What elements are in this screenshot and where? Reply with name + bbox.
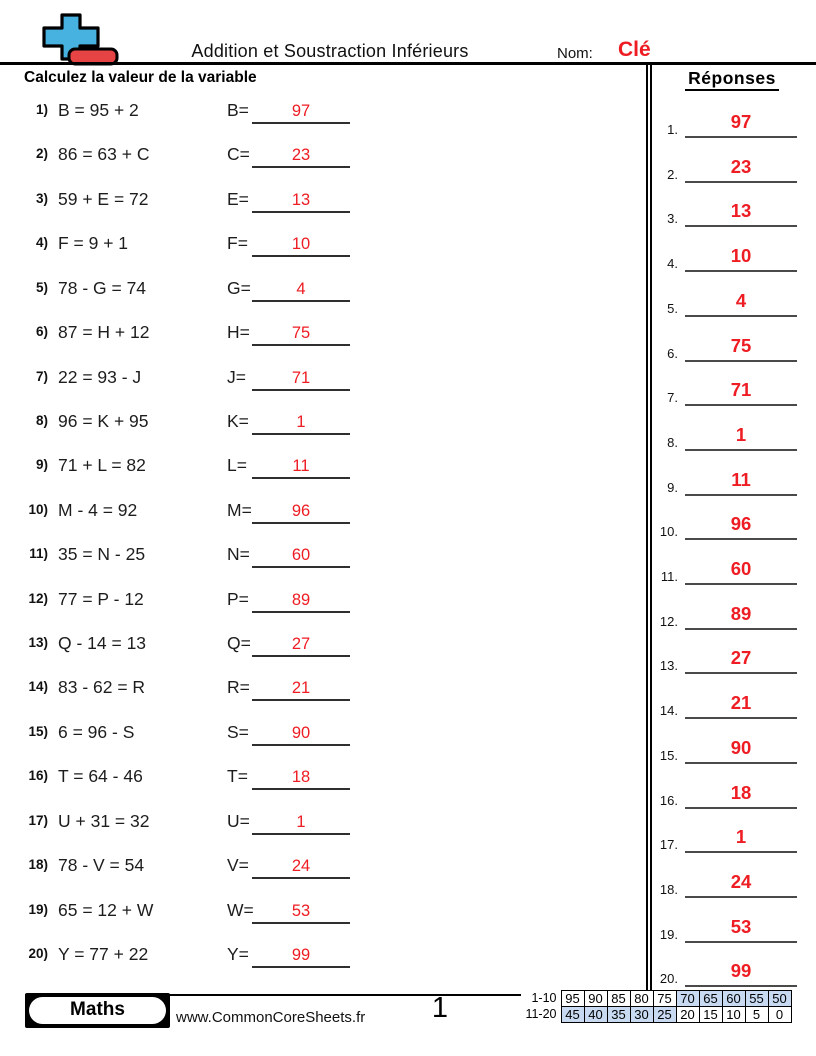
answer-number: 3. — [667, 211, 678, 227]
problem-number: 7) — [35, 368, 48, 384]
answer-blank — [685, 104, 797, 138]
answer-row — [648, 506, 816, 540]
answer-row — [648, 462, 816, 496]
problem-row — [0, 721, 648, 749]
answer-blank — [685, 149, 797, 183]
answer-value: 1 — [735, 423, 747, 445]
score-grid-cell: 60 — [722, 991, 745, 1007]
answer-value: 53 — [730, 915, 752, 937]
problem-row — [0, 99, 648, 127]
answer-number: 1. — [667, 122, 678, 137]
problem-number: 14) — [28, 679, 48, 695]
problem-row — [0, 943, 648, 971]
score-grid-cell: 80 — [630, 991, 653, 1007]
answer-number: 11. — [660, 569, 678, 584]
answer-blank: 96 — [252, 496, 350, 524]
answer-blank: 90 — [252, 718, 350, 746]
answer-blank: 21 — [252, 673, 350, 701]
answer-row — [648, 283, 816, 317]
answer-row — [648, 596, 816, 630]
answer-row — [648, 104, 816, 138]
answer-value: 24 — [730, 870, 752, 892]
answer-label: H= — [227, 322, 250, 343]
score-grid-cell: 95 — [561, 991, 584, 1007]
answer-number: 18. — [659, 881, 678, 897]
problem-row — [0, 854, 648, 882]
answer-label: U= — [227, 810, 250, 831]
answer-number: 2. — [667, 166, 678, 182]
answer-blank — [685, 640, 797, 674]
answer-blank — [685, 417, 797, 451]
answer-row — [648, 372, 816, 406]
answer-label: C= — [227, 144, 250, 165]
answer-value: 10 — [730, 245, 752, 267]
score-grid-cell: 65 — [699, 991, 722, 1007]
answer-blank — [685, 864, 797, 898]
page-number: 1 — [431, 992, 449, 1024]
answer-number: 7. — [667, 390, 678, 406]
answer-blank: 13 — [252, 185, 350, 213]
answer-value: 75 — [730, 334, 752, 356]
answer-row — [648, 238, 816, 272]
problem-row — [0, 676, 648, 704]
answer-value: 4 — [735, 289, 747, 311]
problem-equation: 77 = P - 12 — [58, 588, 144, 609]
answer-blank — [685, 819, 797, 853]
problem-number: 10) — [28, 501, 48, 517]
answer-label: M= — [227, 499, 252, 520]
problem-number: 1) — [35, 102, 48, 117]
answer-number: 6. — [667, 345, 678, 361]
answer-blank: 18 — [252, 762, 350, 790]
answer-row — [648, 730, 816, 764]
answer-row — [648, 819, 816, 853]
answer-label: G= — [227, 277, 251, 298]
answer-label: Q= — [227, 633, 251, 654]
answer-value: 21 — [730, 692, 752, 714]
answer-blank: 53 — [252, 896, 350, 924]
score-grid-cell: 10 — [722, 1007, 745, 1023]
problem-number: 3) — [35, 190, 48, 206]
score-grid-row — [521, 1007, 791, 1023]
problem-number: 19) — [28, 901, 48, 917]
answer-blank — [685, 551, 797, 585]
subject-badge-box — [25, 993, 170, 1028]
website-url: www.CommonCoreSheets.fr — [176, 1009, 366, 1026]
answer-label: T= — [227, 766, 248, 787]
score-grid-cell: 85 — [607, 991, 630, 1007]
problem-row — [0, 543, 648, 571]
score-grid-cell: 45 — [561, 1007, 584, 1023]
answer-row — [648, 417, 816, 451]
problem-row — [0, 588, 648, 616]
answer-number: 16. — [659, 792, 678, 808]
answer-number: 4. — [667, 256, 678, 272]
answer-number: 19. — [659, 926, 678, 942]
answer-label: B= — [227, 100, 249, 120]
problem-row — [0, 410, 648, 438]
answer-number: 15. — [659, 747, 678, 763]
subject-badge: Maths — [29, 997, 166, 1024]
answer-number: 14. — [659, 703, 678, 719]
answer-row — [648, 640, 816, 674]
answer-label: F= — [227, 233, 248, 254]
answer-row — [648, 685, 816, 719]
problem-equation: B = 95 + 2 — [58, 100, 139, 120]
answer-value: 23 — [730, 155, 752, 177]
answer-key-label: Clé — [618, 38, 651, 61]
answer-blank — [685, 596, 797, 630]
answer-blank — [685, 193, 797, 227]
answer-blank: 4 — [252, 274, 350, 302]
answer-value: 60 — [730, 558, 752, 579]
problem-row — [0, 143, 648, 171]
answer-label: K= — [227, 410, 249, 431]
problem-equation: F = 9 + 1 — [58, 233, 129, 254]
answer-row — [648, 551, 816, 585]
problem-row — [0, 632, 648, 660]
answer-blank — [685, 909, 797, 943]
answer-value: 11 — [731, 468, 751, 490]
score-grid-row — [521, 991, 791, 1007]
problem-row — [0, 454, 648, 482]
score-grid — [521, 990, 792, 1023]
problem-number: 18) — [28, 857, 48, 873]
answer-row — [648, 953, 816, 987]
score-grid-cell: 75 — [653, 991, 676, 1007]
answer-value: 90 — [730, 736, 752, 758]
answer-row — [648, 328, 816, 362]
answer-value: 71 — [730, 379, 752, 401]
answer-number: 9. — [667, 479, 678, 495]
problem-number: 20) — [28, 945, 48, 961]
problem-row — [0, 232, 648, 260]
problem-number: 4) — [35, 235, 48, 251]
answer-blank — [685, 953, 797, 987]
problem-equation: 83 - 62 = R — [58, 677, 146, 698]
problem-number: 12) — [28, 590, 48, 606]
answer-number: 5. — [667, 300, 678, 316]
answer-blank — [685, 372, 797, 406]
answer-blank: 24 — [252, 851, 350, 879]
problem-equation: 71 + L = 82 — [58, 455, 146, 476]
score-grid-row-label: 1-10 — [521, 991, 561, 1007]
answer-blank — [685, 730, 797, 764]
problem-number: 2) — [35, 146, 48, 162]
answer-blank — [685, 238, 797, 272]
answer-blank: 99 — [252, 940, 350, 968]
answer-label: P= — [227, 588, 249, 609]
answer-blank: 10 — [252, 229, 350, 257]
score-grid-cell: 15 — [699, 1007, 722, 1023]
score-grid-cell: 50 — [768, 991, 791, 1007]
answer-blank: 1 — [252, 807, 350, 835]
answer-blank — [685, 506, 797, 540]
score-grid-row-label: 11-20 — [521, 1007, 561, 1023]
answer-label: L= — [227, 455, 247, 476]
problem-equation: M - 4 = 92 — [58, 499, 138, 520]
answer-value: 18 — [730, 781, 752, 803]
answer-number: 10. — [659, 524, 678, 540]
score-grid-cell: 90 — [584, 991, 607, 1007]
problem-equation: 78 - V = 54 — [58, 855, 145, 876]
problem-row — [0, 277, 648, 305]
answer-blank: 75 — [252, 318, 350, 346]
answers-panel-title-text: Réponses — [685, 68, 779, 91]
problem-row — [0, 765, 648, 793]
answer-value: 13 — [730, 200, 752, 222]
name-label: Nom: — [557, 45, 593, 62]
problem-number: 11) — [29, 546, 48, 562]
answer-value: 99 — [730, 960, 752, 982]
problem-row — [0, 366, 648, 394]
problem-row — [0, 321, 648, 349]
answer-blank: 97 — [252, 96, 350, 124]
problem-equation: 65 = 12 + W — [58, 899, 154, 920]
problem-number: 15) — [28, 723, 48, 739]
answer-number: 12. — [659, 613, 678, 629]
answers-panel-title — [650, 68, 814, 89]
problem-equation: 59 + E = 72 — [58, 188, 149, 209]
score-grid-cell: 70 — [676, 991, 699, 1007]
answer-blank: 71 — [252, 363, 350, 391]
problem-equation: U + 31 = 32 — [58, 810, 150, 831]
header-divider — [0, 62, 816, 65]
answer-blank — [685, 462, 797, 496]
problem-equation: T = 64 - 46 — [58, 766, 143, 787]
answer-label: Y= — [227, 943, 249, 964]
score-grid-cell: 40 — [584, 1007, 607, 1023]
answer-row — [648, 149, 816, 183]
answer-label: R= — [227, 677, 250, 698]
problem-number: 9) — [35, 457, 48, 473]
worksheet-title: Addition et Soustraction Inférieurs — [191, 41, 469, 61]
answer-label: N= — [227, 544, 250, 565]
answer-row — [648, 775, 816, 809]
answer-number: 20. — [659, 971, 678, 987]
answer-number: 13. — [659, 658, 678, 674]
score-grid-cell: 30 — [630, 1007, 653, 1023]
answer-value: 27 — [730, 647, 752, 669]
problem-number: 16) — [28, 768, 48, 784]
problem-equation: 78 - G = 74 — [58, 277, 147, 298]
problem-equation: 35 = N - 25 — [58, 544, 146, 565]
answer-blank: 60 — [252, 540, 350, 568]
problem-row — [0, 810, 648, 838]
answer-blank: 23 — [252, 140, 350, 168]
answer-blank: 89 — [252, 585, 350, 613]
problem-equation: 86 = 63 + C — [58, 144, 150, 165]
answer-blank — [685, 685, 797, 719]
problem-equation: Y = 77 + 22 — [58, 943, 149, 964]
answer-blank: 11 — [252, 451, 350, 479]
answer-label: W= — [227, 899, 254, 920]
answer-label: V= — [227, 855, 249, 876]
problem-equation: 96 = K + 95 — [58, 410, 149, 431]
answer-number: 17. — [659, 837, 678, 853]
answer-value: 89 — [730, 602, 752, 624]
problem-number: 17) — [28, 812, 48, 828]
answer-blank — [685, 775, 797, 809]
problem-equation: 6 = 96 - S — [58, 721, 135, 742]
score-grid-cell: 55 — [745, 991, 768, 1007]
answer-blank: 27 — [252, 629, 350, 657]
score-grid-cell: 20 — [676, 1007, 699, 1023]
problem-equation: 22 = 93 - J — [58, 366, 142, 387]
answer-label: J= — [227, 366, 246, 387]
problem-number: 13) — [28, 635, 48, 651]
problem-number: 5) — [35, 279, 48, 295]
answer-label: E= — [227, 188, 249, 209]
problem-number: 8) — [35, 412, 48, 428]
answer-value: 1 — [735, 826, 747, 848]
problem-row — [0, 499, 648, 527]
answer-label: S= — [227, 721, 249, 742]
instruction-text: Calculez la valeur de la variable — [24, 69, 257, 86]
score-grid-cell: 5 — [745, 1007, 768, 1023]
problem-equation: Q - 14 = 13 — [58, 633, 147, 654]
score-grid-cell: 35 — [607, 1007, 630, 1023]
answer-row — [648, 909, 816, 943]
answer-blank — [685, 328, 797, 362]
answer-value: 96 — [730, 513, 752, 535]
answer-row — [648, 193, 816, 227]
answer-blank — [685, 283, 797, 317]
answer-number: 8. — [667, 434, 678, 450]
problem-number: 6) — [35, 324, 48, 340]
problem-row — [0, 188, 648, 216]
score-grid-cell: 0 — [768, 1007, 791, 1023]
problem-equation: 87 = H + 12 — [58, 322, 150, 343]
answer-row — [648, 864, 816, 898]
problem-row — [0, 899, 648, 927]
score-grid-cell: 25 — [653, 1007, 676, 1023]
answer-value: 97 — [730, 111, 752, 132]
answer-blank: 1 — [252, 407, 350, 435]
